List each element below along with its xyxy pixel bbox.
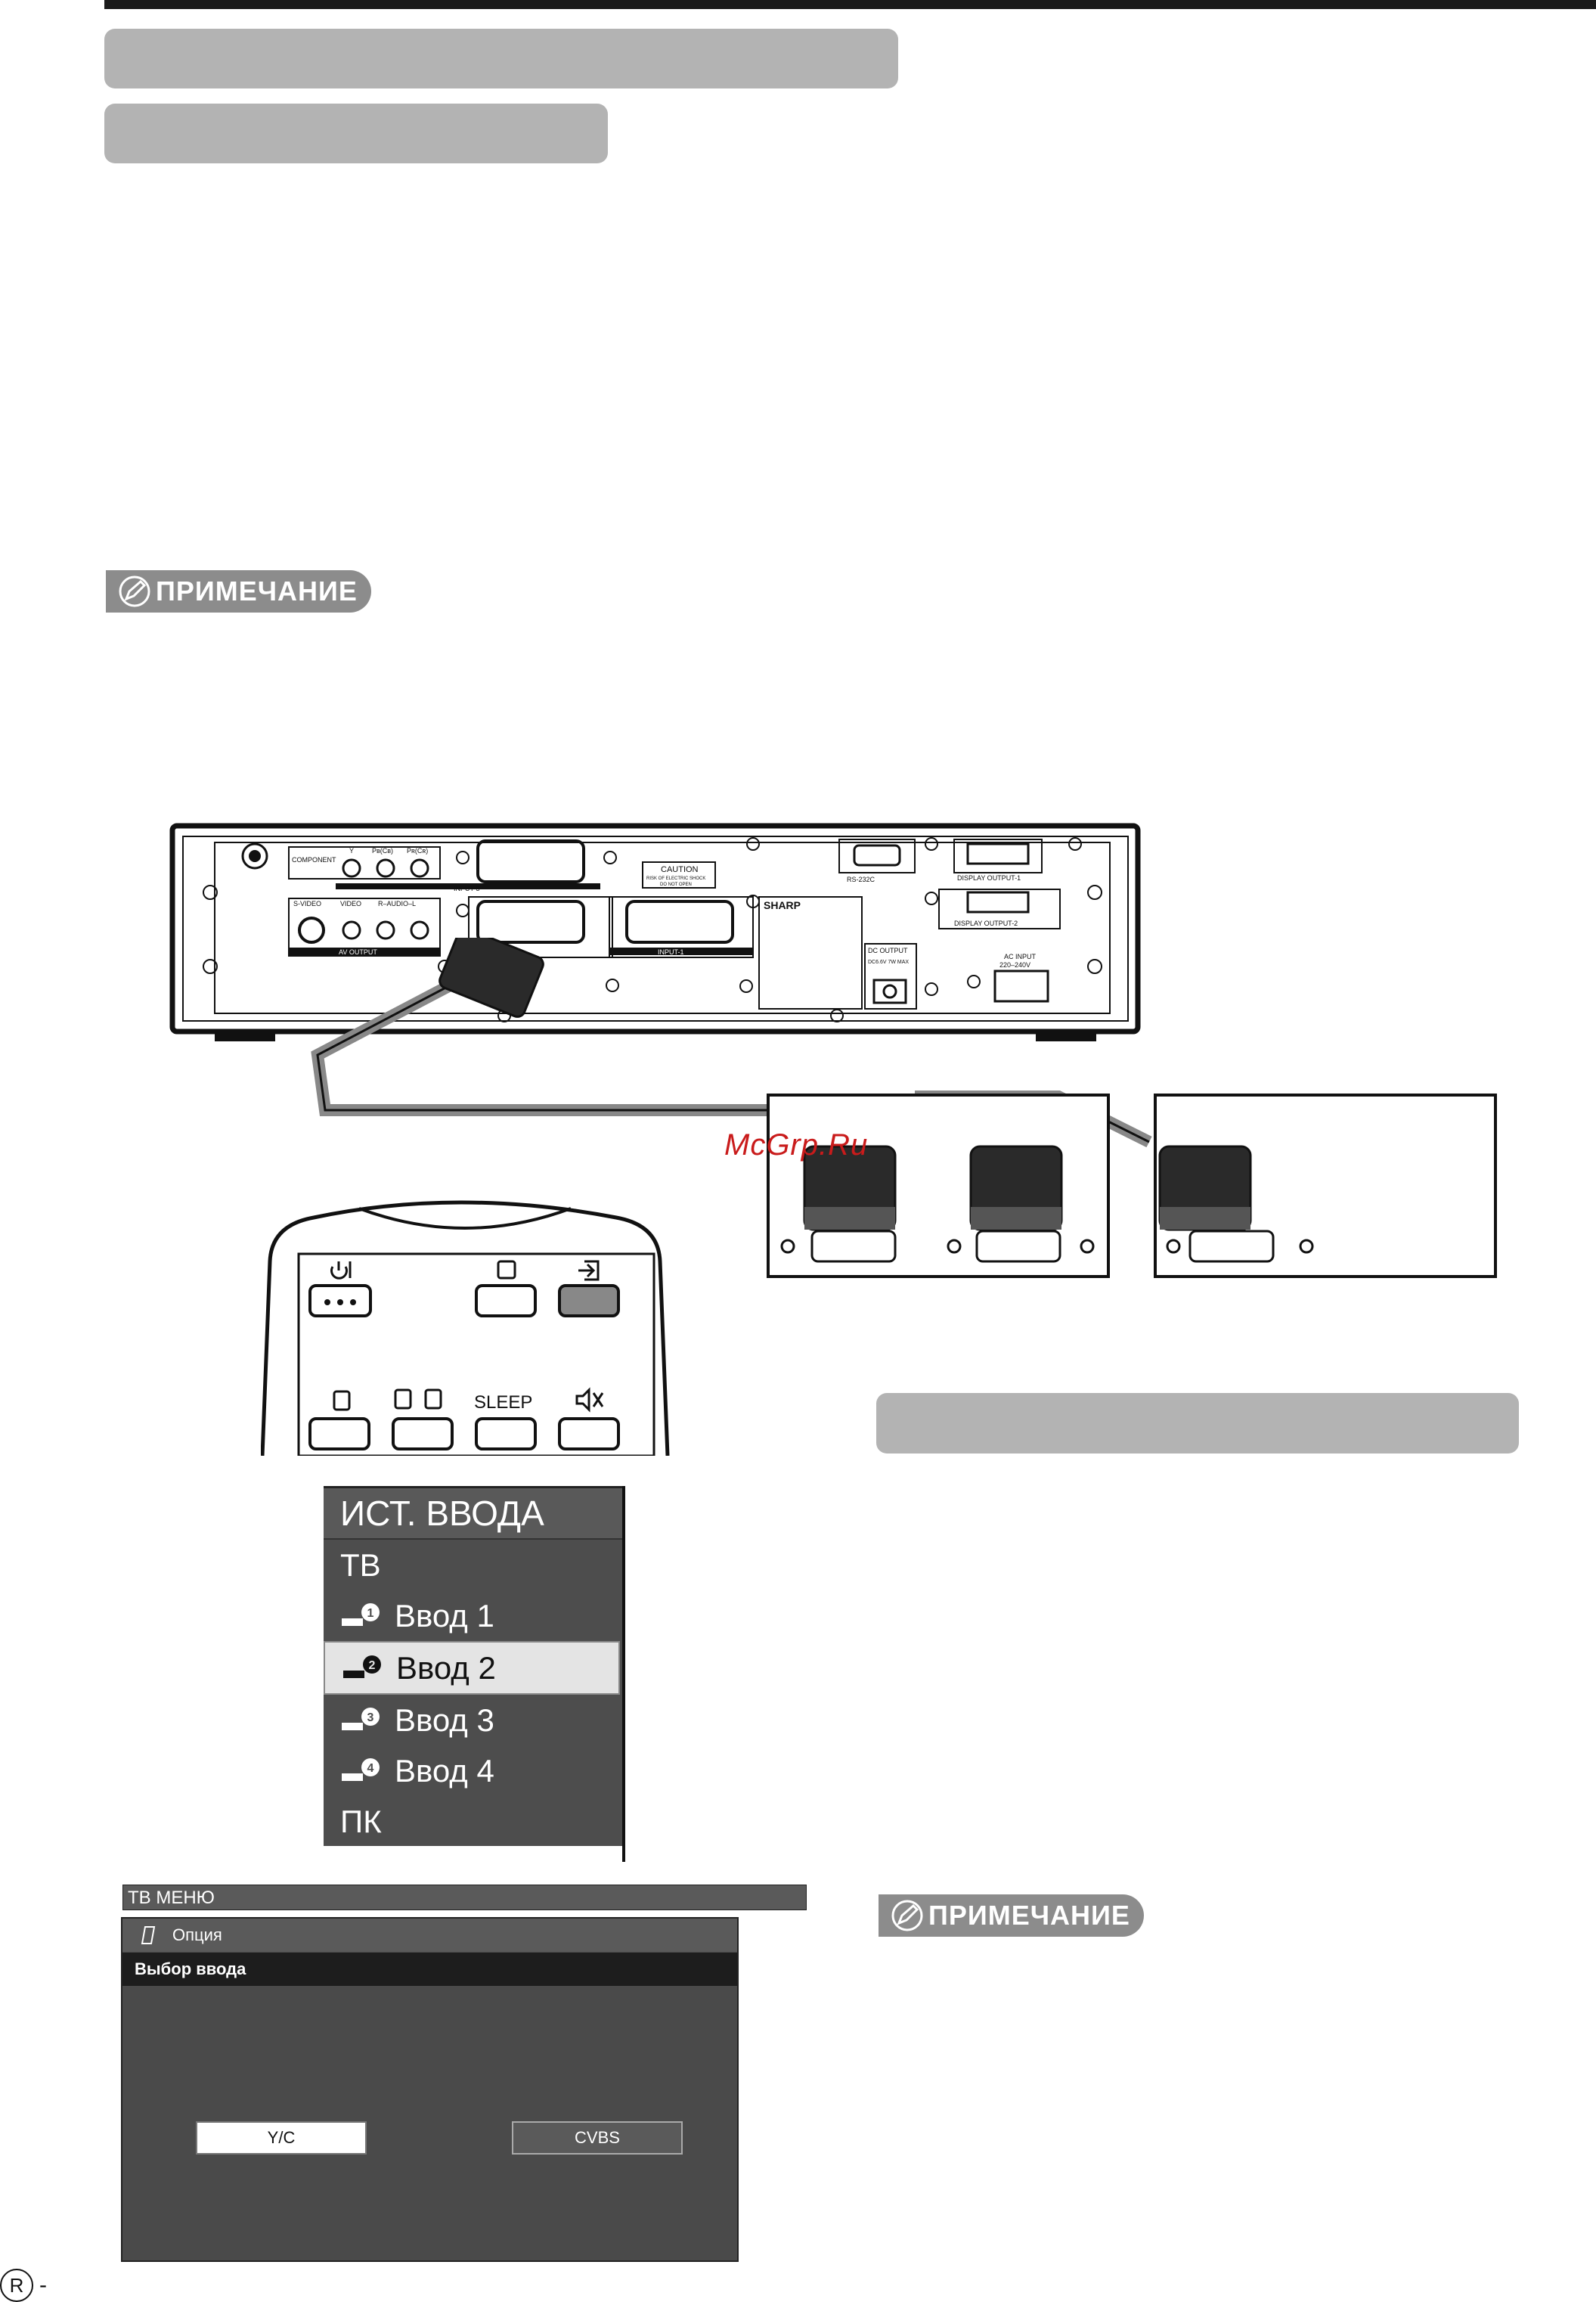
label-display-output-2: DISPLAY OUTPUT-2 xyxy=(954,920,1018,927)
subsection-heading-bar xyxy=(104,104,608,163)
label-dc-spec: DC6.6V 7W MAX xyxy=(868,960,910,965)
label-caution-sub1: RISK OF ELECTRIC SHOCK xyxy=(646,876,706,881)
note-label: ПРИМЕЧАНИЕ xyxy=(156,576,358,607)
page-dash: - xyxy=(39,2273,47,2297)
page-footer xyxy=(0,2269,47,2302)
sleep-button xyxy=(476,1419,535,1449)
menu-item-label: Ввод 3 xyxy=(395,1702,494,1738)
label-ac-spec: 220–240V xyxy=(999,961,1031,969)
menu-item-input-1[interactable] xyxy=(324,1590,622,1641)
label-component: COMPONENT xyxy=(292,856,336,864)
menu-item-label: Ввод 4 xyxy=(395,1752,494,1789)
input-source-menu xyxy=(324,1486,622,1846)
label-brand: SHARP xyxy=(764,899,801,911)
option-label: Опция xyxy=(172,1925,222,1944)
input-2-icon xyxy=(342,1655,383,1681)
label-rs232c: RS-232C xyxy=(847,876,875,883)
menu-divider xyxy=(622,1486,625,1862)
menu-item-label: ТВ xyxy=(340,1547,381,1583)
input-selection-title: Выбор ввода xyxy=(122,1953,737,1986)
tv-menu-header: ТВ МЕНЮ xyxy=(122,1885,807,1910)
region-mark: R xyxy=(0,2269,33,2302)
svg-text:1: 1 xyxy=(367,1606,374,1620)
label-svideo: S-VIDEO xyxy=(293,900,322,907)
label-display-output-1: DISPLAY OUTPUT-1 xyxy=(957,874,1021,882)
svg-text:3: 3 xyxy=(367,1711,374,1724)
teletext-button xyxy=(476,1286,535,1316)
note-badge-1 xyxy=(106,570,371,613)
mute-button xyxy=(559,1419,618,1449)
label-pb: Pʙ(Cʙ) xyxy=(372,847,394,855)
sleep-label: SLEEP xyxy=(474,1392,533,1413)
top-rule xyxy=(104,0,1596,9)
menu-item-label: Ввод 1 xyxy=(395,1597,494,1633)
external-av-device xyxy=(767,1094,1526,1280)
note-label: ПРИМЕЧАНИЕ xyxy=(928,1900,1130,1931)
label-dc-output: DC OUTPUT xyxy=(868,947,908,954)
right-column-heading-bar xyxy=(876,1393,1519,1453)
input-4-icon xyxy=(340,1758,381,1784)
menu-item-pc[interactable] xyxy=(324,1796,622,1847)
label-input3: INPUT-3 xyxy=(454,885,480,892)
menu-item-tv[interactable] xyxy=(324,1540,622,1590)
svg-text:4: 4 xyxy=(367,1761,374,1775)
label-video: VIDEO xyxy=(340,900,362,907)
svg-text:2: 2 xyxy=(368,1658,376,1672)
label-pr: Pʀ(Cʀ) xyxy=(407,847,429,855)
label-audio: R–AUDIO–L xyxy=(378,900,417,907)
menu-item-input-4[interactable] xyxy=(324,1745,622,1796)
section-heading-bar xyxy=(104,29,898,88)
label-ac-input: AC INPUT xyxy=(1004,953,1037,960)
menu-item-label: Ввод 2 xyxy=(396,1649,496,1686)
input-button xyxy=(559,1286,618,1316)
menu-item-input-2[interactable] xyxy=(324,1641,620,1695)
label-input1: INPUT-1 xyxy=(658,948,684,956)
picture-button xyxy=(310,1419,369,1449)
pencil-icon xyxy=(891,1899,924,1932)
yc-button[interactable]: Y/C xyxy=(196,2121,367,2155)
menu-item-label: ПК xyxy=(340,1803,382,1839)
note-badge-2 xyxy=(879,1894,1144,1937)
option-row[interactable] xyxy=(122,1919,737,1952)
label-caution-sub2: DO NOT OPEN xyxy=(660,883,692,887)
label-caution: CAUTION xyxy=(661,865,699,874)
input-1-icon xyxy=(340,1603,381,1629)
remote-control xyxy=(261,1195,671,1456)
watermark: McGrp.Ru xyxy=(724,1128,869,1162)
cvbs-button[interactable]: CVBS xyxy=(512,2121,683,2155)
menu-item-input-3[interactable] xyxy=(324,1695,622,1745)
label-y: Y xyxy=(349,847,355,855)
input-3-icon xyxy=(340,1708,381,1733)
input-menu-title: ИСТ. ВВОДА xyxy=(324,1488,622,1540)
label-av-output: AV OUTPUT xyxy=(339,948,377,956)
av-mode-button xyxy=(393,1419,452,1449)
pencil-icon xyxy=(118,575,151,608)
option-icon xyxy=(135,1924,165,1947)
